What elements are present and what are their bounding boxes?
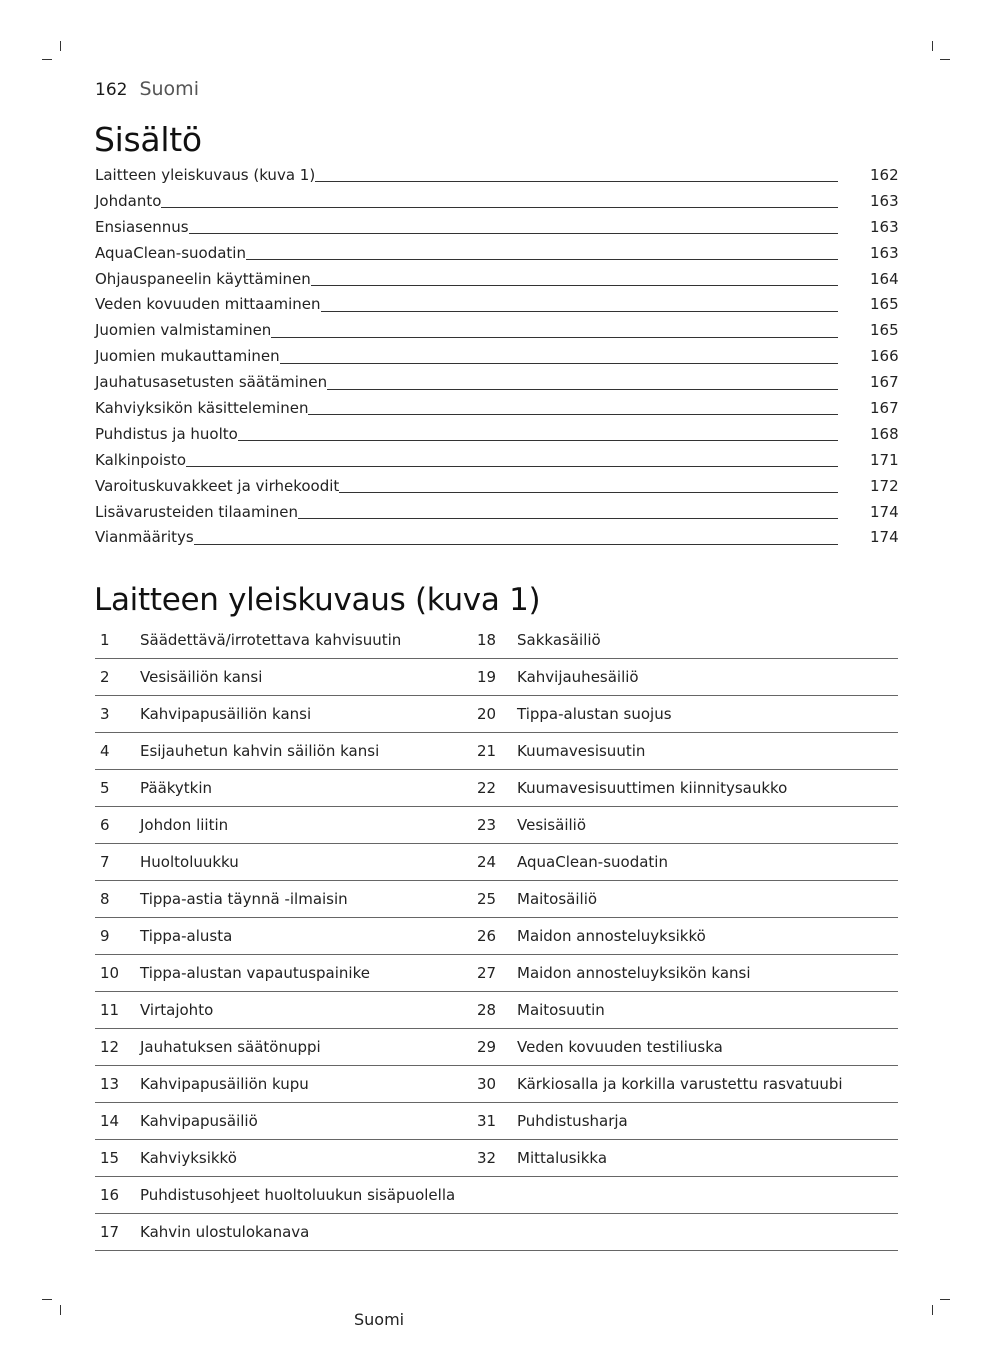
toc-entry[interactable] (95, 291, 898, 317)
toc-leader-line (315, 167, 838, 182)
toc-entry[interactable] (95, 473, 898, 499)
toc-leader-line (339, 478, 838, 493)
toc-entry-page: 163 (870, 191, 899, 210)
part-number: 21 (477, 742, 497, 760)
toc-entry-title: Lisävarusteiden tilaaminen (95, 502, 299, 521)
part-number: 19 (477, 668, 497, 686)
table-row (95, 770, 898, 807)
toc-leader-line (280, 349, 838, 364)
part-number: 30 (477, 1075, 497, 1093)
part-name: Esijauhetun kahvin säiliön kansi (140, 742, 380, 760)
toc-leader-line (327, 375, 838, 390)
toc-leader-line (246, 245, 838, 260)
toc-entry[interactable] (95, 524, 898, 550)
table-row (95, 1029, 898, 1066)
toc-entry-page: 162 (870, 165, 899, 184)
part-number: 6 (100, 816, 110, 834)
crop-mark (932, 1305, 933, 1315)
part-name: Pääkytkin (140, 779, 213, 797)
part-name: Puhdistusohjeet huoltoluukun sisäpuolella (140, 1186, 456, 1204)
part-number: 28 (477, 1001, 497, 1019)
toc-entry[interactable] (95, 343, 898, 369)
part-name: Huoltoluukku (140, 853, 239, 871)
toc-entry-title: Puhdistus ja huolto (95, 424, 238, 443)
part-number: 10 (100, 964, 120, 982)
table-row (95, 733, 898, 770)
part-name: Tippa-alusta (140, 927, 233, 945)
part-number: 27 (477, 964, 497, 982)
part-number: 31 (477, 1112, 497, 1130)
toc-entry-page: 167 (870, 373, 899, 392)
part-name: Vesisäiliö (517, 816, 586, 834)
table-row (95, 881, 898, 918)
part-number: 14 (100, 1112, 120, 1130)
part-name: Kahvijauhesäiliö (517, 668, 639, 686)
table-row (95, 918, 898, 955)
table-row (95, 696, 898, 733)
toc-leader-line (321, 297, 838, 312)
part-name: Kahvipapusäiliön kupu (140, 1075, 309, 1093)
table-row (95, 992, 898, 1029)
part-number: 18 (477, 631, 497, 649)
part-name: Tippa-alustan suojus (517, 705, 672, 723)
part-number: 7 (100, 853, 110, 871)
toc-entry-page: 163 (870, 217, 899, 236)
part-name: Tippa-astia täynnä -ilmaisin (140, 890, 348, 908)
part-name: Vesisäiliön kansi (140, 668, 263, 686)
part-name: Maidon annosteluyksikön kansi (517, 964, 751, 982)
part-name: Jauhatuksen säätönuppi (140, 1038, 321, 1056)
parts-table (95, 622, 898, 1251)
toc-entry[interactable] (95, 317, 898, 343)
table-row (95, 622, 898, 659)
toc-entry-title: Ensiasennus (95, 217, 189, 236)
part-number: 16 (100, 1186, 120, 1204)
crop-mark (42, 1299, 52, 1300)
toc-entry-page: 168 (870, 424, 899, 443)
part-name (517, 1177, 898, 1213)
part-number: 15 (100, 1149, 120, 1167)
toc-entry[interactable] (95, 214, 898, 240)
part-number: 20 (477, 705, 497, 723)
toc-entry[interactable] (95, 421, 898, 447)
header-language: Suomi (139, 78, 199, 100)
part-name: Kahvipapusäiliön kansi (140, 705, 312, 723)
toc-entry-title: Ohjauspaneelin käyttäminen (95, 269, 311, 288)
part-name: Kuumavesisuuttimen kiinnitysaukko (517, 779, 788, 797)
table-row (95, 807, 898, 844)
part-name: Kahvin ulostulokanava (140, 1223, 310, 1241)
part-name: Veden kovuuden testiliuska (517, 1038, 723, 1056)
toc-entry[interactable] (95, 240, 898, 266)
table-row (95, 955, 898, 992)
part-number: 24 (477, 853, 497, 871)
part-number: 9 (100, 927, 110, 945)
table-row (95, 1103, 898, 1140)
crop-mark (42, 59, 52, 60)
part-name: Puhdistusharja (517, 1112, 628, 1130)
toc-entry-page: 174 (870, 528, 899, 547)
part-name: Johdon liitin (140, 816, 229, 834)
part-number: 2 (100, 668, 110, 686)
page-number: 162 (95, 80, 128, 100)
toc-entry[interactable] (95, 162, 898, 188)
toc-leader-line (308, 400, 838, 415)
part-number: 1 (100, 631, 110, 649)
toc-entry-page: 165 (870, 295, 899, 314)
part-name (517, 1214, 898, 1250)
part-number: 13 (100, 1075, 120, 1093)
part-name: Säädettävä/irrotettava kahvisuutin (140, 631, 402, 649)
toc-leader-line (238, 426, 838, 441)
part-number: 17 (100, 1223, 120, 1241)
toc-leader-line (194, 530, 838, 545)
toc-entry[interactable] (95, 499, 898, 525)
part-name: Maitosuutin (517, 1001, 605, 1019)
part-number (477, 1177, 517, 1213)
part-name: Maitosäiliö (517, 890, 598, 908)
toc-entry-title: Varoituskuvakkeet ja virhekoodit (95, 476, 340, 495)
part-name: Maidon annosteluyksikkö (517, 927, 706, 945)
table-of-contents (95, 162, 898, 550)
toc-leader-line (161, 193, 838, 208)
part-name: Tippa-alustan vapautuspainike (140, 964, 370, 982)
part-number: 25 (477, 890, 497, 908)
part-number (477, 1214, 517, 1250)
toc-entry[interactable] (95, 395, 898, 421)
part-name: Kuumavesisuutin (517, 742, 646, 760)
toc-entry-page: 171 (870, 450, 899, 469)
toc-entry-title: Veden kovuuden mittaaminen (95, 295, 321, 314)
toc-entry-title: Kalkinpoisto (95, 450, 187, 469)
part-name: Mittalusikka (517, 1149, 608, 1167)
toc-entry[interactable] (95, 266, 898, 292)
part-number: 3 (100, 705, 110, 723)
toc-entry-page: 172 (870, 476, 899, 495)
toc-entry-title: Jauhatusasetusten säätäminen (95, 373, 328, 392)
toc-entry-title: AquaClean-suodatin (95, 243, 246, 262)
toc-entry-page: 166 (870, 347, 899, 366)
crop-mark (932, 41, 933, 51)
part-name: Sakkasäiliö (517, 631, 601, 649)
part-number: 11 (100, 1001, 120, 1019)
toc-entry-page: 167 (870, 398, 899, 417)
part-number: 4 (100, 742, 110, 760)
table-row (95, 1066, 898, 1103)
part-number: 12 (100, 1038, 120, 1056)
toc-leader-line (186, 452, 838, 467)
part-number: 22 (477, 779, 497, 797)
part-number: 29 (477, 1038, 497, 1056)
toc-leader-line (298, 504, 838, 519)
toc-entry-title: Johdanto (95, 191, 162, 210)
toc-entry[interactable] (95, 188, 898, 214)
crop-mark (60, 41, 61, 51)
part-name: Kahvipapusäiliö (140, 1112, 258, 1130)
toc-entry[interactable] (95, 447, 898, 473)
part-name: AquaClean-suodatin (517, 853, 668, 871)
part-number: 8 (100, 890, 110, 908)
toc-heading: Sisältö (94, 120, 202, 159)
toc-entry[interactable] (95, 369, 898, 395)
part-name: Kärkiosalla ja korkilla varustettu rasvatuubi (517, 1075, 843, 1093)
table-row (95, 844, 898, 881)
crop-mark (940, 1299, 950, 1300)
part-number: 23 (477, 816, 497, 834)
toc-leader-line (311, 271, 838, 286)
part-number: 26 (477, 927, 497, 945)
toc-entry-title: Kahviyksikön käsitteleminen (95, 398, 309, 417)
toc-entry-page: 174 (870, 502, 899, 521)
toc-entry-title: Vianmääritys (95, 528, 194, 547)
toc-entry-title: Juomien mukauttaminen (95, 347, 280, 366)
toc-entry-title: Laitteen yleiskuvaus (kuva 1) (95, 165, 316, 184)
toc-entry-page: 165 (870, 321, 899, 340)
toc-entry-page: 164 (870, 269, 899, 288)
part-name: Virtajohto (140, 1001, 214, 1019)
toc-leader-line (189, 219, 838, 234)
crop-mark (60, 1305, 61, 1315)
footer-language: Suomi (354, 1310, 405, 1329)
table-row (95, 1214, 898, 1251)
toc-entry-title: Juomien valmistaminen (95, 321, 272, 340)
page-header (95, 78, 199, 104)
crop-mark (940, 59, 950, 60)
part-name: Kahviyksikkö (140, 1149, 237, 1167)
toc-leader-line (271, 323, 838, 338)
table-row (95, 659, 898, 696)
part-number: 5 (100, 779, 110, 797)
part-number: 32 (477, 1149, 497, 1167)
table-row (95, 1140, 898, 1177)
table-row (95, 1177, 898, 1214)
toc-entry-page: 163 (870, 243, 899, 262)
overview-heading: Laitteen yleiskuvaus (kuva 1) (94, 582, 541, 618)
